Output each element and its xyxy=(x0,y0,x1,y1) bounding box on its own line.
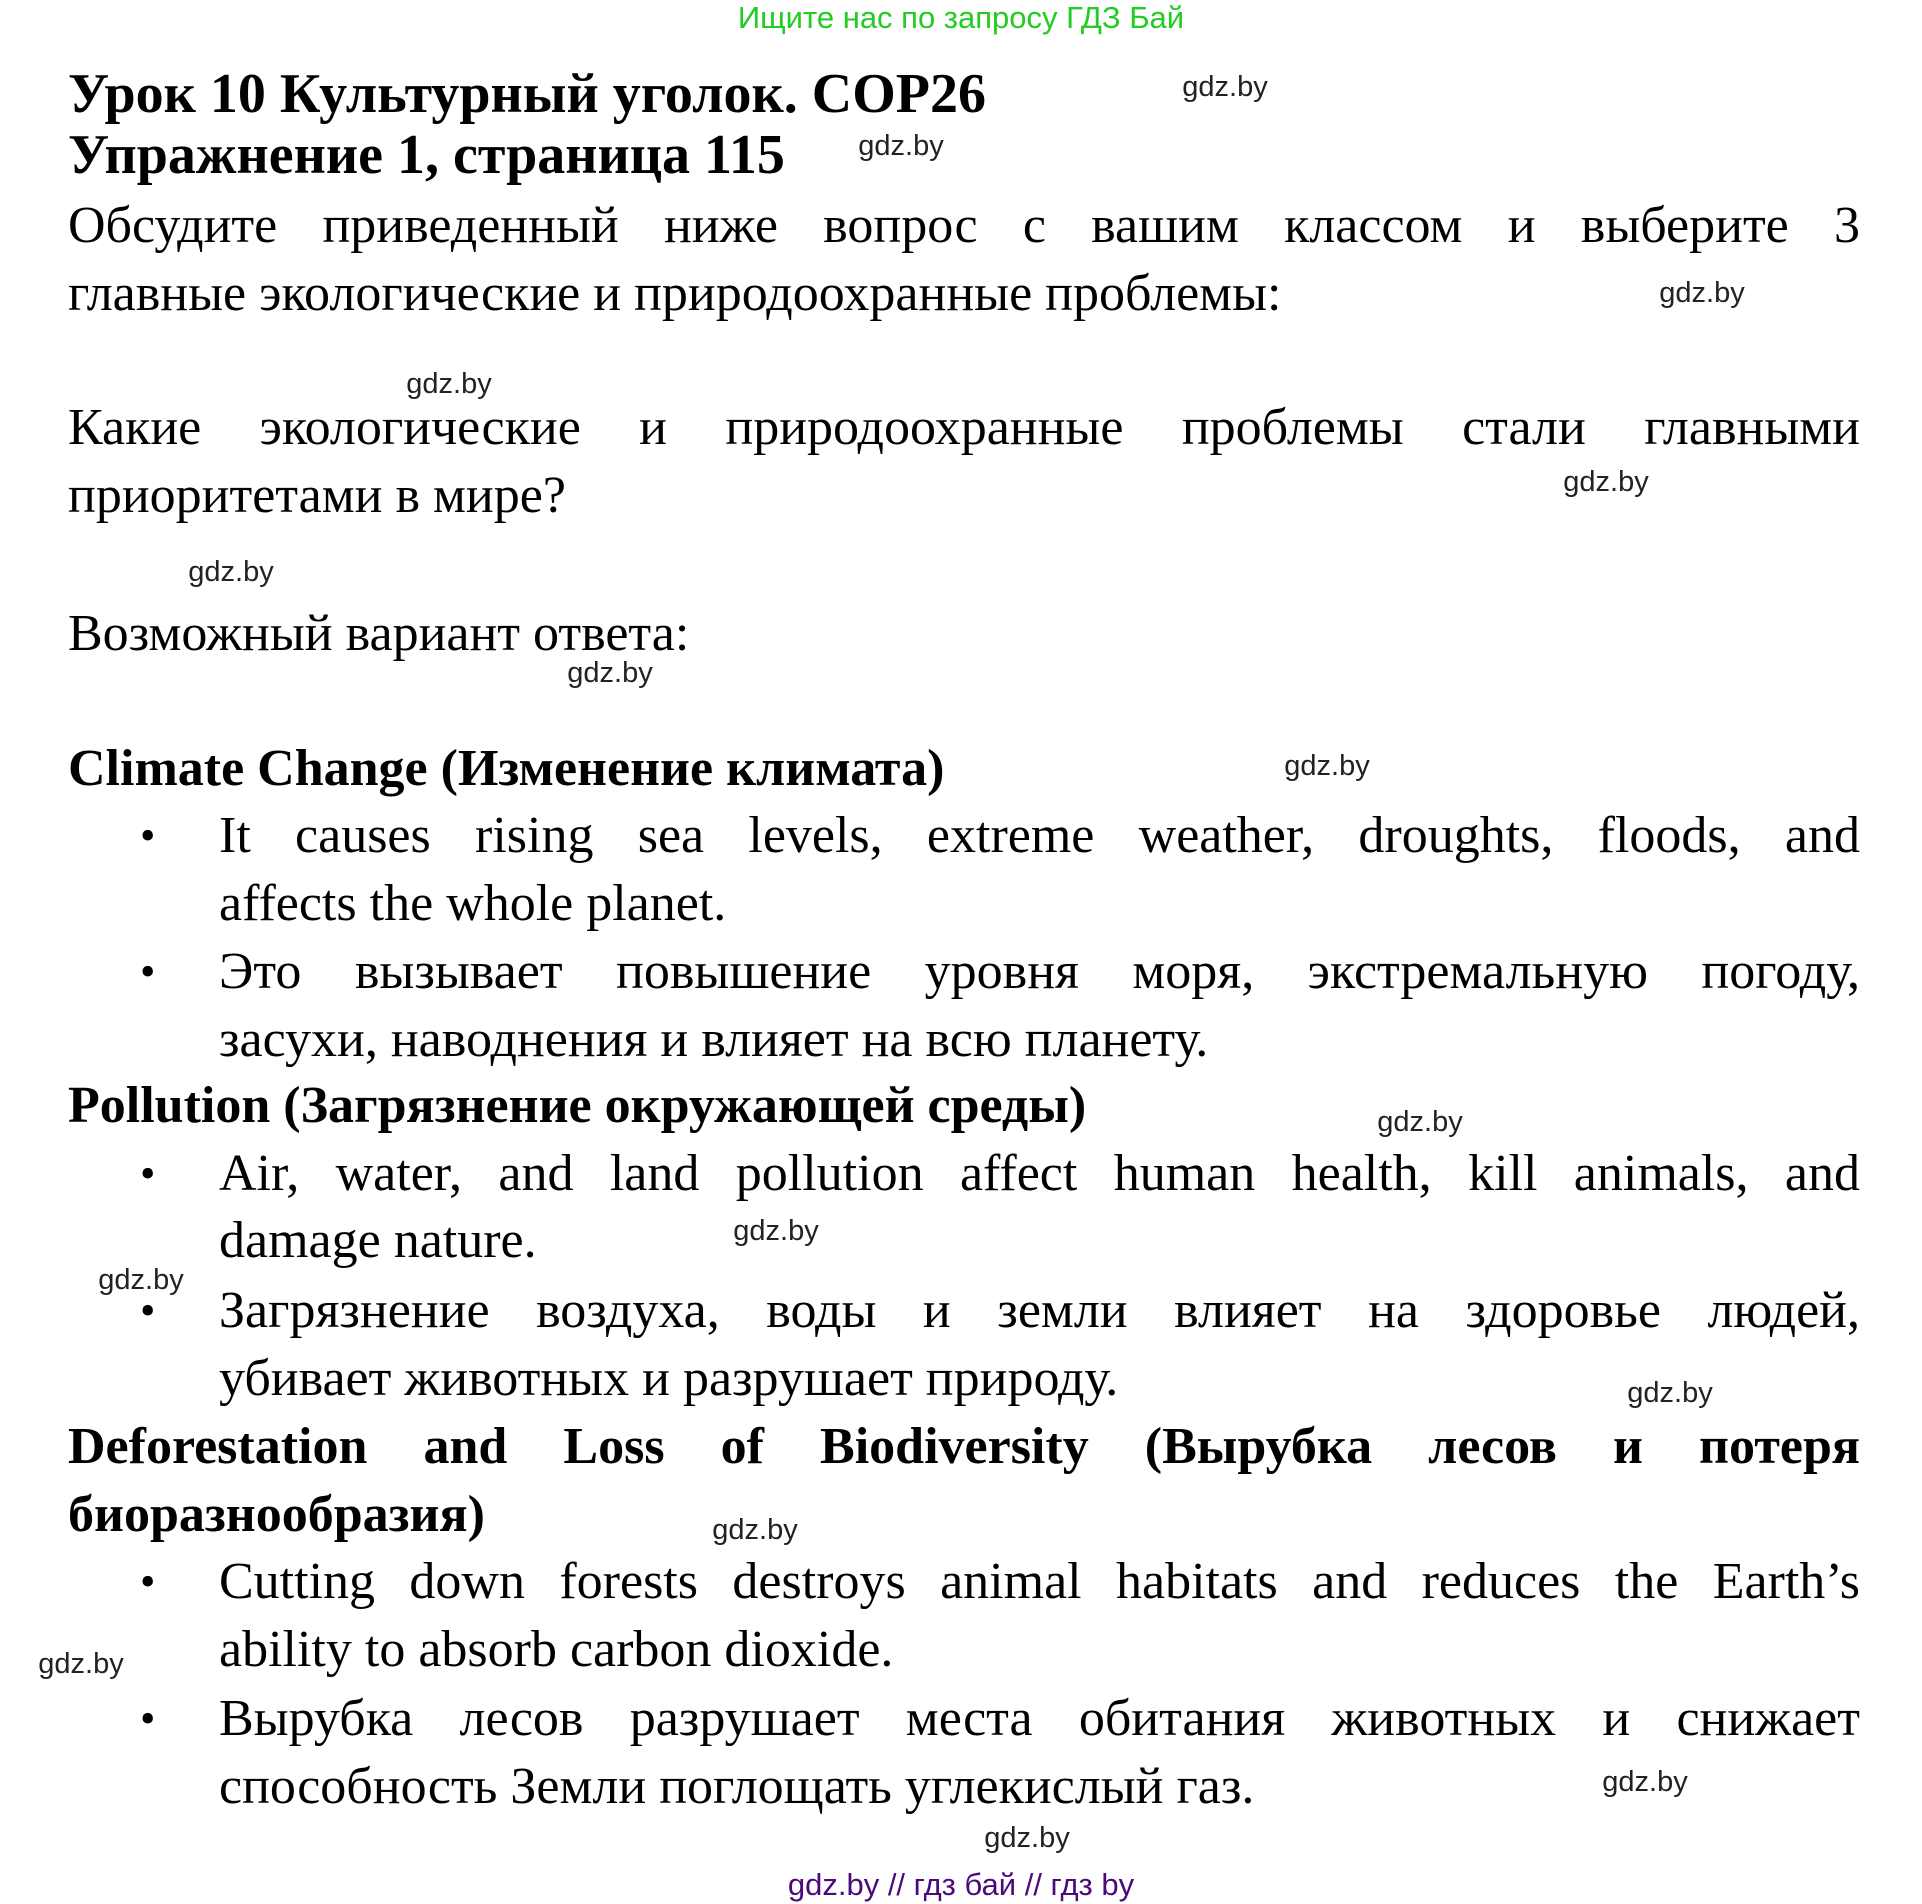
bullet-text: Загрязнение воздуха, воды и земли влияет на здоровье людей, xyxy=(219,1282,1860,1339)
watermark: gdz.by xyxy=(567,657,653,689)
section-heading-deforestation: Deforestation and Loss of Biodiversity (Вырубка лесов и потеря xyxy=(68,1418,1860,1475)
watermark: gdz.by xyxy=(712,1514,798,1546)
watermark: gdz.by xyxy=(406,368,492,400)
question-line-1: Какие экологические и природоохранные проблемы стали главными xyxy=(68,399,1860,456)
bullet-icon: • xyxy=(140,947,156,996)
bullet-text: Cutting down forests destroys animal habitats and reduces the Earth’s xyxy=(219,1553,1860,1610)
watermark: gdz.by xyxy=(1377,1106,1463,1138)
watermark: gdz.by xyxy=(984,1822,1070,1854)
bullet-icon: • xyxy=(140,811,156,860)
watermark: gdz.by xyxy=(733,1215,819,1247)
watermark: gdz.by xyxy=(38,1648,124,1680)
watermark: gdz.by xyxy=(98,1264,184,1296)
exercise-title: Упражнение 1, страница 115 xyxy=(68,124,785,186)
promo-banner: Ищите нас по запросу ГДЗ Бай xyxy=(737,0,1185,35)
lesson-title: Урок 10 Культурный уголок. COP26 xyxy=(68,63,986,125)
instruction-line-1: Обсудите приведенный ниже вопрос с вашим классом и выберите 3 xyxy=(68,197,1860,254)
bullet-icon: • xyxy=(140,1286,156,1335)
watermark: gdz.by xyxy=(188,556,274,588)
bullet-icon: • xyxy=(140,1557,156,1606)
watermark: gdz.by xyxy=(1659,277,1745,309)
watermark: gdz.by xyxy=(1182,71,1268,103)
section-heading-climate: Climate Change (Изменение климата) xyxy=(68,740,945,797)
bullet-text: Вырубка лесов разрушает места обитания животных и снижает xyxy=(219,1690,1860,1747)
question-line-2: приоритетами в мире? xyxy=(68,467,566,524)
bullet-text-cont: affects the whole planet. xyxy=(219,875,727,932)
watermark: gdz.by xyxy=(1284,750,1370,782)
section-heading-pollution: Pollution (Загрязнение окружающей среды) xyxy=(68,1077,1087,1134)
bullet-text-cont: убивает животных и разрушает природу. xyxy=(219,1350,1119,1407)
bullet-text: It causes rising sea levels, extreme weather, droughts, floods, and xyxy=(219,807,1860,864)
instruction-line-2: главные экологические и природоохранные проблемы: xyxy=(68,265,1282,322)
footer-links: gdz.by // гдз бай // гдз by xyxy=(787,1867,1135,1902)
watermark: gdz.by xyxy=(858,130,944,162)
bullet-text: Это вызывает повышение уровня моря, экстремальную погоду, xyxy=(219,943,1860,1000)
watermark: gdz.by xyxy=(1627,1377,1713,1409)
bullet-text-cont: ability to absorb carbon dioxide. xyxy=(219,1621,894,1678)
watermark: gdz.by xyxy=(1602,1766,1688,1798)
bullet-text: Air, water, and land pollution affect human health, kill animals, and xyxy=(219,1145,1860,1202)
section-heading-deforestation-cont: биоразнообразия) xyxy=(68,1486,485,1543)
watermark: gdz.by xyxy=(1563,466,1649,498)
bullet-text-cont: засухи, наводнения и влияет на всю планету. xyxy=(219,1011,1209,1068)
bullet-text-cont: способность Земли поглощать углекислый газ. xyxy=(219,1758,1255,1815)
bullet-text-cont: damage nature. xyxy=(219,1212,537,1269)
bullet-icon: • xyxy=(140,1149,156,1198)
answer-label: Возможный вариант ответа: xyxy=(68,605,690,662)
bullet-icon: • xyxy=(140,1694,156,1743)
